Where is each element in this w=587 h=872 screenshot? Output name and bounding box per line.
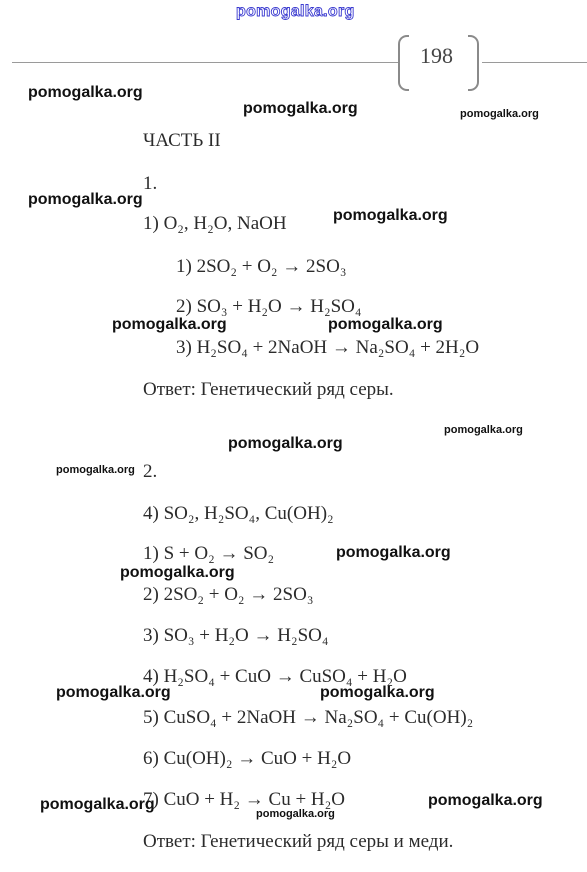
task2-step-3: 3) SO₃ + H₂O → H₂SO₄ [143,625,329,646]
watermark: pomogalka.org [112,316,227,333]
watermark: pomogalka.org [228,435,343,452]
task1-step-1: 1) 2SO₂ + O₂ → 2SO₃ [176,256,347,277]
task1-option: 1) O₂, H₂O, NaOH [143,213,287,234]
watermark: pomogalka.org [56,464,135,476]
task1-answer: Ответ: Генетический ряд серы. [143,379,394,400]
task2-step-6: 6) Cu(OH)₂ → CuO + H₂O [143,748,352,769]
watermark: pomogalka.org [320,684,435,701]
watermark: pomogalka.org [428,792,543,809]
task1-step-3: 3) H₂SO₄ + 2NaOH → Na₂SO₄ + 2H₂O [176,337,480,358]
watermark: pomogalka.org [460,108,539,120]
watermark: pomogalka.org [328,316,443,333]
watermark: pomogalka.org [444,424,523,436]
watermark: pomogalka.org [56,684,171,701]
watermark: pomogalka.org [243,100,358,117]
watermark: pomogalka.org [333,207,448,224]
watermark: pomogalka.org [40,796,155,813]
task1-step-2: 2) SO₃ + H₂O → H₂SO₄ [176,296,362,317]
page-number-bracket-right [468,35,479,91]
header-rule-right [482,62,587,63]
task2-answer: Ответ: Генетический ряд серы и меди. [143,831,454,852]
task2-step-5: 5) CuSO₄ + 2NaOH → Na₂SO₄ + Cu(OH)₂ [143,707,474,728]
task2-step-7: 7) CuO + H₂ → Cu + H₂O [143,789,345,810]
task1-number: 1. [143,173,158,194]
header-rule-left [12,62,399,63]
watermark: pomogalka.org [336,544,451,561]
watermark: pomogalka.org [120,564,235,581]
watermark: pomogalka.org [256,808,335,820]
task2-option: 4) SO₂, H₂SO₄, Cu(OH)₂ [143,503,334,524]
task2-number: 2. [143,461,158,482]
watermark: pomogalka.org [28,84,143,101]
task2-step-2: 2) 2SO₂ + O₂ → 2SO₃ [143,584,314,605]
page-number: 198 [420,43,453,68]
watermark: pomogalka.org [28,191,143,208]
task2-step-4: 4) H₂SO₄ + CuO → CuSO₄ + H₂O [143,666,407,687]
part-title: ЧАСТЬ II [143,130,221,151]
task2-step-1: 1) S + O₂ → SO₂ [143,543,275,564]
page-number-bracket-left [398,35,409,91]
watermark-top: pomogalka.org [236,3,355,20]
